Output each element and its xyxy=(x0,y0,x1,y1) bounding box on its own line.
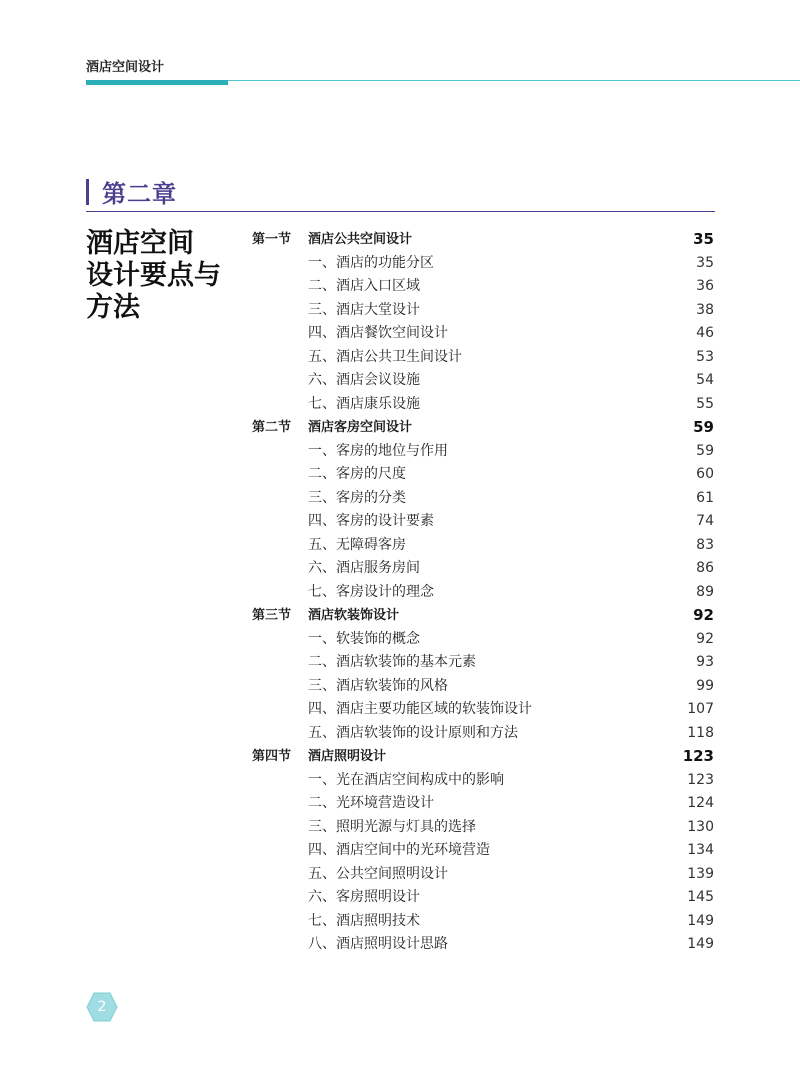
toc-item-page: 59 xyxy=(696,442,714,459)
toc-item-page: 89 xyxy=(696,583,714,600)
toc-item-row xyxy=(252,675,714,699)
toc-section-row xyxy=(252,604,714,628)
chapter-title-line: 方法 xyxy=(86,292,140,323)
toc-item-row xyxy=(252,816,714,840)
toc-item-page: 38 xyxy=(696,301,714,318)
toc-section-page: 92 xyxy=(693,606,714,624)
toc-item-page: 55 xyxy=(696,395,714,412)
chapter-rule xyxy=(86,211,715,212)
toc-section-label: 第四节 xyxy=(252,749,292,764)
running-header-title: 酒店空间设计 xyxy=(86,60,165,75)
toc-item-page: 118 xyxy=(687,724,714,741)
toc-item-page: 123 xyxy=(687,771,714,788)
toc-item-title: 七、酒店康乐设施 xyxy=(308,395,420,412)
toc-item-page: 86 xyxy=(696,560,714,576)
toc-item-row xyxy=(252,534,714,558)
toc-item-title: 六、酒店会议设施 xyxy=(308,372,420,388)
toc-item-page: 99 xyxy=(696,677,714,694)
toc-item-title: 二、光环境营造设计 xyxy=(308,795,434,811)
toc-item-title: 三、酒店大堂设计 xyxy=(308,301,420,318)
toc-item-title: 七、客房设计的理念 xyxy=(308,583,434,600)
toc-item-page: 74 xyxy=(696,513,714,529)
chapter-title-line: 设计要点与 xyxy=(86,260,221,291)
toc-section-page: 123 xyxy=(682,747,714,765)
toc-item-title: 八、酒店照明设计思路 xyxy=(308,936,448,952)
toc-item-row xyxy=(252,933,714,957)
toc-item-title: 一、光在酒店空间构成中的影响 xyxy=(308,771,504,788)
toc-item-row xyxy=(252,275,714,299)
toc-item-row xyxy=(252,651,714,675)
toc-item-title: 一、软装饰的概念 xyxy=(308,630,420,647)
toc-item-page: 35 xyxy=(696,254,714,271)
toc-section-row xyxy=(252,228,714,252)
toc-item-row xyxy=(252,581,714,605)
toc-item-title: 四、酒店餐饮空间设计 xyxy=(308,325,448,341)
chapter-title xyxy=(86,228,236,324)
toc-item-title: 一、酒店的功能分区 xyxy=(308,254,434,271)
toc-section-title: 酒店客房空间设计 xyxy=(308,420,413,435)
chapter-title-line: 酒店空间 xyxy=(86,228,194,259)
toc-item-title: 五、酒店公共卫生间设计 xyxy=(308,348,462,365)
toc-item-page: 107 xyxy=(687,701,714,717)
toc-item-row xyxy=(252,886,714,910)
toc-section-label: 第一节 xyxy=(252,232,292,247)
toc-item-row xyxy=(252,463,714,487)
toc-item-row xyxy=(252,628,714,652)
toc-item-page: 149 xyxy=(687,936,714,952)
toc-item-page: 60 xyxy=(696,466,714,482)
toc-item-page: 124 xyxy=(687,795,714,811)
toc-item-page: 54 xyxy=(696,372,714,388)
toc-item-row xyxy=(252,792,714,816)
toc-item-row xyxy=(252,510,714,534)
toc-section-title: 酒店公共空间设计 xyxy=(308,232,413,247)
toc-item-page: 46 xyxy=(696,325,714,341)
toc-item-page: 130 xyxy=(687,818,714,835)
toc-item-title: 五、酒店软装饰的设计原则和方法 xyxy=(308,724,518,741)
toc-item-row xyxy=(252,487,714,511)
toc-item-row xyxy=(252,346,714,370)
toc-item-row xyxy=(252,698,714,722)
toc-item-row xyxy=(252,769,714,793)
toc-item-page: 61 xyxy=(696,489,714,506)
toc-section-page: 35 xyxy=(693,230,714,248)
toc-section-label: 第三节 xyxy=(252,608,292,623)
toc-item-row xyxy=(252,910,714,934)
toc-item-title: 一、客房的地位与作用 xyxy=(308,442,448,459)
toc-item-page: 145 xyxy=(687,889,714,905)
toc-item-title: 六、客房照明设计 xyxy=(308,889,420,905)
toc-section-title: 酒店软装饰设计 xyxy=(308,608,400,623)
chapter-marker-bar xyxy=(86,179,89,205)
chapter-heading xyxy=(86,174,177,209)
toc-section-label: 第二节 xyxy=(252,420,292,435)
toc-item-row xyxy=(252,299,714,323)
toc-item-title: 二、客房的尺度 xyxy=(308,466,406,482)
toc-item-title: 五、无障碍客房 xyxy=(308,536,406,553)
toc-item-title: 四、酒店空间中的光环境营造 xyxy=(308,842,490,858)
toc-section-row xyxy=(252,745,714,769)
toc-item-row xyxy=(252,252,714,276)
toc-item-row xyxy=(252,863,714,887)
toc-item-title: 七、酒店照明技术 xyxy=(308,912,420,929)
toc-item-page: 134 xyxy=(687,842,714,858)
toc-item-title: 三、客房的分类 xyxy=(308,489,406,506)
header-accent-bar xyxy=(86,80,228,85)
toc-item-title: 三、酒店软装饰的风格 xyxy=(308,677,448,694)
table-of-contents xyxy=(252,228,714,957)
toc-item-page: 139 xyxy=(687,865,714,882)
toc-item-title: 二、酒店软装饰的基本元素 xyxy=(308,654,476,670)
toc-item-page: 92 xyxy=(696,630,714,647)
toc-section-title: 酒店照明设计 xyxy=(308,749,387,764)
toc-section-row xyxy=(252,416,714,440)
toc-item-row xyxy=(252,322,714,346)
toc-item-row xyxy=(252,557,714,581)
toc-item-title: 六、酒店服务房间 xyxy=(308,560,420,576)
toc-item-title: 二、酒店入口区域 xyxy=(308,278,420,294)
page-number: 2 xyxy=(97,999,107,1015)
toc-item-title: 三、照明光源与灯具的选择 xyxy=(308,818,476,835)
toc-item-title: 五、公共空间照明设计 xyxy=(308,865,448,882)
toc-item-row xyxy=(252,440,714,464)
toc-item-row xyxy=(252,393,714,417)
toc-item-title: 四、酒店主要功能区域的软装饰设计 xyxy=(308,701,532,717)
toc-item-page: 53 xyxy=(696,348,714,365)
toc-item-page: 36 xyxy=(696,278,714,294)
toc-item-page: 149 xyxy=(687,912,714,929)
toc-item-page: 83 xyxy=(696,536,714,553)
toc-item-row xyxy=(252,839,714,863)
toc-item-row xyxy=(252,369,714,393)
toc-item-page: 93 xyxy=(696,654,714,670)
chapter-label: 第二章 xyxy=(102,180,177,208)
toc-section-page: 59 xyxy=(693,418,714,436)
toc-item-title: 四、客房的设计要素 xyxy=(308,513,434,529)
toc-item-row xyxy=(252,722,714,746)
